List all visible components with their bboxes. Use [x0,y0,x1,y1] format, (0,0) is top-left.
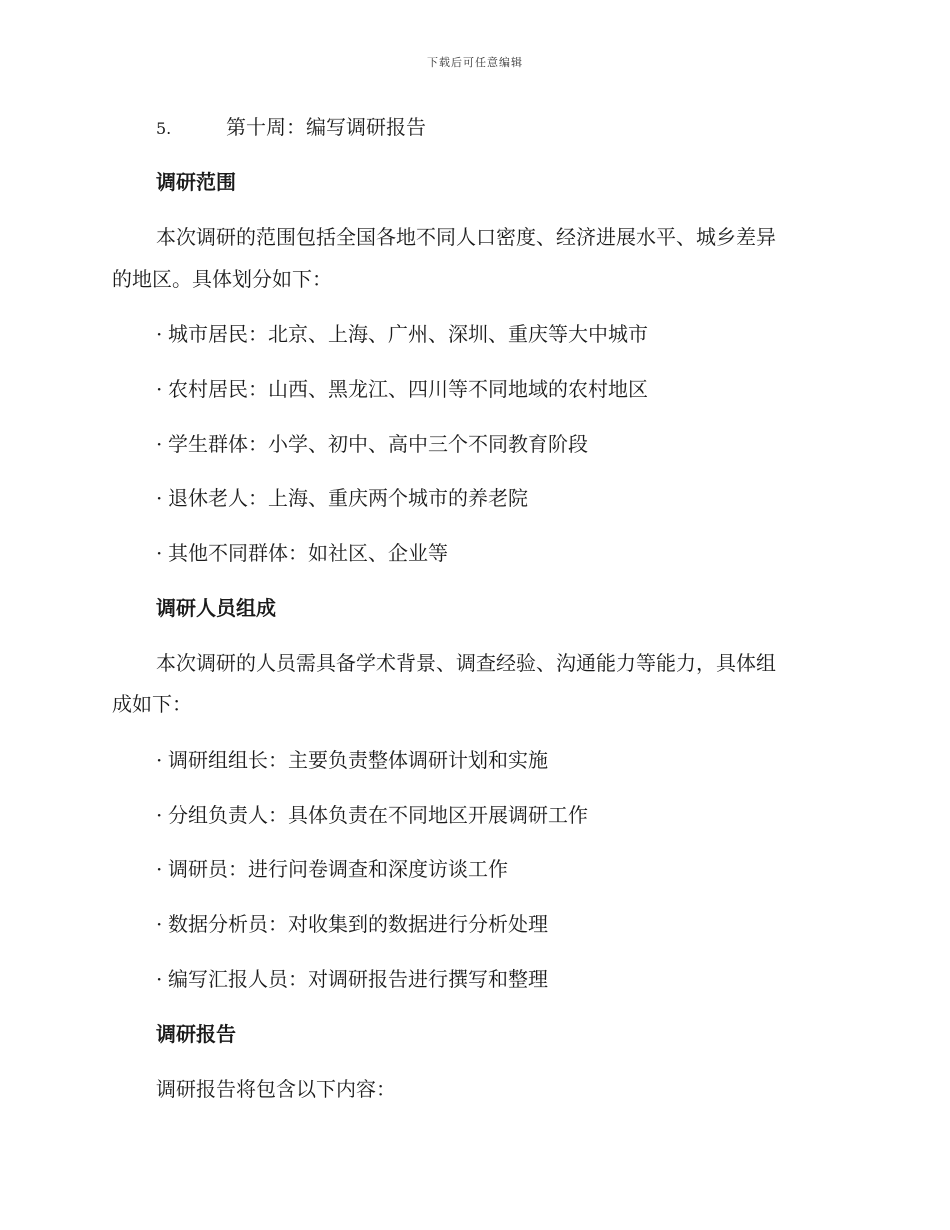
scope-paragraph-line-2: 的地区。具体划分如下： [112,267,332,291]
staff-bullet-item [156,801,588,829]
bullet-dot: · [156,803,163,827]
item-text: 第十周：编写调研报告 [226,115,426,139]
staff-paragraph-line-2: 成如下： [112,692,192,716]
bullet-text: 分组负责人：具体负责在不同地区开展调研工作 [168,803,588,827]
bullet-dot: · [156,486,163,510]
bullet-text: 退休老人：上海、重庆两个城市的养老院 [168,486,528,510]
bullet-dot: · [156,967,163,991]
item-number: 5. [156,119,172,138]
staff-bullet-item [156,910,548,938]
bullet-text: 农村居民：山西、黑龙江、四川等不同地域的农村地区 [168,377,648,401]
bullet-dot: · [156,432,163,456]
staff-bullet-item [156,746,548,774]
heading-staff: 调研人员组成 [156,596,276,620]
bullet-dot: · [156,912,163,936]
bullet-text: 学生群体：小学、初中、高中三个不同教育阶段 [168,432,588,456]
heading-scope: 调研范围 [156,170,236,194]
bullet-text: 城市居民：北京、上海、广州、深圳、重庆等大中城市 [168,322,648,346]
scope-bullet-item [156,430,588,458]
bullet-text: 数据分析员：对收集到的数据进行分析处理 [168,912,548,936]
bullet-text: 调研员：进行问卷调查和深度访谈工作 [168,857,508,881]
bullet-text: 编写汇报人员：对调研报告进行撰写和整理 [168,967,548,991]
staff-bullet-item [156,965,548,993]
bullet-text: 其他不同群体：如社区、企业等 [168,541,448,565]
staff-bullet-item [156,855,508,883]
scope-bullet-item [156,539,448,567]
staff-paragraph-line-1: 本次调研的人员需具备学术背景、调查经验、沟通能力等能力，具体组 [156,651,776,675]
bullet-dot: · [156,541,163,565]
bullet-dot: · [156,322,163,346]
bullet-dot: · [156,377,163,401]
page-header: 下载后可任意编辑 [427,56,523,69]
scope-paragraph-line-1: 本次调研的范围包括全国各地不同人口密度、经济进展水平、城乡差异 [156,225,776,249]
scope-bullet-item [156,320,648,348]
bullet-text: 调研组组长：主要负责整体调研计划和实施 [168,748,548,772]
bullet-dot: · [156,748,163,772]
heading-report: 调研报告 [156,1022,236,1046]
numbered-item-5 [156,113,426,143]
scope-bullet-item [156,484,528,512]
scope-bullet-item [156,375,648,403]
report-paragraph-line-1: 调研报告将包含以下内容： [156,1077,396,1101]
bullet-dot: · [156,857,163,881]
